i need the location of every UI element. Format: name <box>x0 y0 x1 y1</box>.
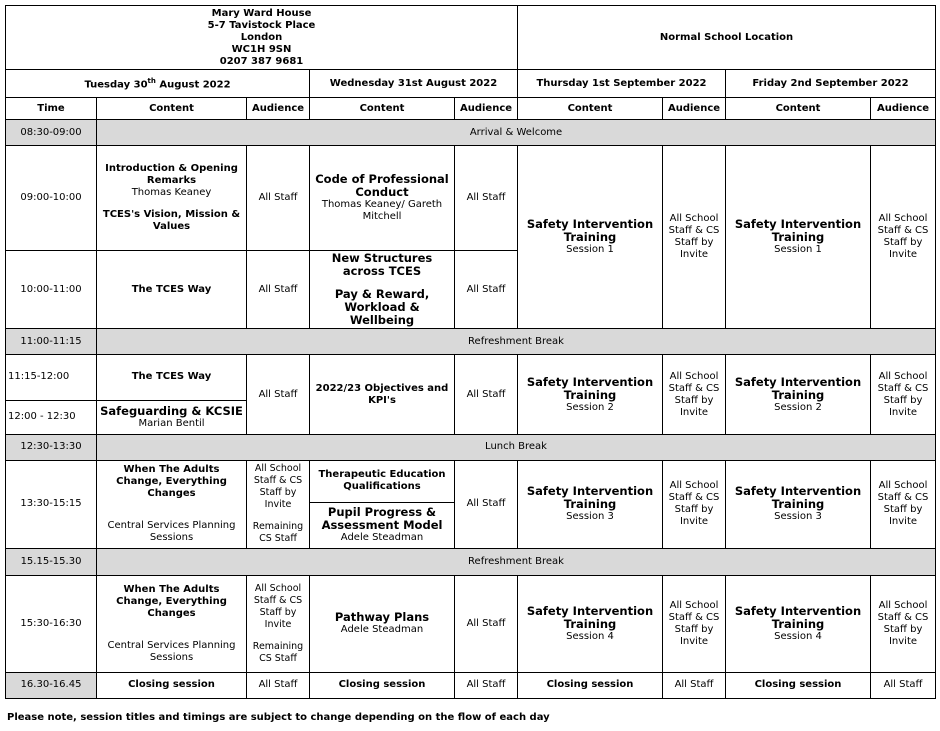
audience-cell: All School Staff & CS Staff by Invite <box>663 460 726 548</box>
tue-adults-session <box>97 460 247 548</box>
thu-safety-session-3 <box>518 460 663 548</box>
session-title: Safety Intervention Training <box>734 603 862 631</box>
tue-intro-session <box>97 146 247 251</box>
fri-safety-session-3 <box>726 460 871 548</box>
session-number: Session 2 <box>566 401 614 413</box>
col-header-audience: Audience <box>455 98 518 120</box>
time-cell: 16.30-16.45 <box>6 672 97 698</box>
audience-cell: All Staff <box>247 355 310 434</box>
wed-structures-session <box>310 251 455 329</box>
audience-cell: All Staff <box>455 146 518 251</box>
audience-cell <box>247 575 310 672</box>
time-cell: 11:00-11:15 <box>6 329 97 355</box>
session-title: Safety Intervention Training <box>526 603 654 631</box>
audience-cell: All School Staff & CS Staff by Invite <box>663 575 726 672</box>
thu-safety-session-1 <box>518 146 663 329</box>
col-header-content: Content <box>726 98 871 120</box>
session-title: Safety Intervention Training <box>526 374 654 402</box>
audience-cell: All School Staff & CS Staff by Invite <box>871 460 936 548</box>
thu-safety-session-2 <box>518 355 663 434</box>
wed-pathway-session <box>310 575 455 672</box>
audience-cell: All Staff <box>247 251 310 329</box>
closing-session-thu: Closing session <box>518 672 663 698</box>
footer-note: Please note, session titles and timings are subject to change depending on the flow of each day <box>7 712 550 723</box>
wed-code-session <box>310 146 455 251</box>
audience-cell: All Staff <box>455 460 518 548</box>
audience-cell: All Staff <box>455 355 518 434</box>
audience-cell: All Staff <box>663 672 726 698</box>
wed-progress-session <box>310 502 455 548</box>
session-title: Code of Professional Conduct <box>315 172 449 200</box>
session-speaker: Thomas Keaney <box>131 187 212 199</box>
session-title: Introduction & Opening Remarks <box>105 163 238 187</box>
time-cell: 12:00 - 12:30 <box>6 400 97 434</box>
break-arrival: Arrival & Welcome <box>97 120 936 146</box>
venue-address <box>6 6 518 70</box>
closing-session-tue: Closing session <box>97 672 247 698</box>
audience-cell: All Staff <box>455 672 518 698</box>
session-title: New Structures across TCES <box>331 251 433 279</box>
closing-session-fri: Closing session <box>726 672 871 698</box>
session-title: When The Adults Change, Everything Changes <box>116 583 227 619</box>
session-title: Safety Intervention Training <box>734 374 862 402</box>
audience-cell: All School Staff & CS Staff by Invite <box>663 355 726 434</box>
session-title: Safety Intervention Training <box>734 217 862 245</box>
session-title: When The Adults Change, Everything Changes <box>116 464 227 500</box>
audience-cell: All Staff <box>871 672 936 698</box>
col-header-content: Content <box>310 98 455 120</box>
closing-session-wed: Closing session <box>310 672 455 698</box>
audience-cell: All Staff <box>247 672 310 698</box>
audience-cell: All School Staff & CS Staff by Invite <box>871 146 936 329</box>
venue-postcode: WC1H 9SN <box>231 43 292 55</box>
session-number: Session 3 <box>774 511 822 523</box>
session-number: Session 2 <box>774 401 822 413</box>
time-cell: 10:00-11:00 <box>6 251 97 329</box>
audience-remaining: Remaining CS Staff <box>252 640 304 664</box>
tue-tces-way-session: The TCES Way <box>97 251 247 329</box>
tue-tces-way-session-2: The TCES Way <box>97 355 247 400</box>
audience-cell: All School Staff & CS Staff by Invite <box>663 146 726 329</box>
time-cell: 09:00-10:00 <box>6 146 97 251</box>
audience-cell: All School Staff & CS Staff by Invite <box>871 575 936 672</box>
audience-cell: All Staff <box>455 575 518 672</box>
normal-location-header: Normal School Location <box>518 6 936 70</box>
audience-cell: All School Staff & CS Staff by Invite <box>871 355 936 434</box>
time-cell: 15:30-16:30 <box>6 575 97 672</box>
break-lunch: Lunch Break <box>97 434 936 460</box>
session-title: Pay & Reward, Workload & Wellbeing <box>334 287 430 328</box>
session-subtitle: Central Services Planning Sessions <box>107 520 236 544</box>
session-speaker: Thomas Keaney/ Gareth Mitchell <box>321 199 443 223</box>
thu-safety-session-4 <box>518 575 663 672</box>
venue-name: Mary Ward House <box>211 7 312 19</box>
session-title: Safeguarding & KCSIE <box>100 403 243 418</box>
venue-street: 5-7 Tavistock Place <box>207 19 316 31</box>
audience-cell: All Staff <box>455 251 518 329</box>
session-speaker: Adele Steadman <box>340 532 424 544</box>
fri-safety-session-1 <box>726 146 871 329</box>
col-header-audience: Audience <box>871 98 936 120</box>
audience-main: All School Staff & CS Staff by Invite <box>253 582 303 630</box>
wed-therapeutic-session: Therapeutic Education Qualifications <box>310 460 455 502</box>
venue-city: London <box>240 31 283 43</box>
day-header-wednesday: Wednesday 31st August 2022 <box>310 70 518 98</box>
time-cell: 08:30-09:00 <box>6 120 97 146</box>
time-cell: 13:30-15:15 <box>6 460 97 548</box>
session-subtitle: Central Services Planning Sessions <box>107 639 236 663</box>
session-title: Pathway Plans <box>334 610 430 625</box>
col-header-content: Content <box>518 98 663 120</box>
col-header-audience: Audience <box>247 98 310 120</box>
session-speaker: Adele Steadman <box>340 624 424 636</box>
break-refreshment: Refreshment Break <box>97 329 936 355</box>
wed-objectives-session: 2022/23 Objectives and KPI's <box>310 355 455 434</box>
col-header-content: Content <box>97 98 247 120</box>
session-title: TCES's Vision, Mission & Values <box>102 209 241 233</box>
audience-remaining: Remaining CS Staff <box>252 521 304 545</box>
fri-safety-session-4 <box>726 575 871 672</box>
session-title: Pupil Progress & Assessment Model <box>321 505 443 533</box>
col-header-audience: Audience <box>663 98 726 120</box>
day-header-tuesday: Tuesday 30th August 2022 <box>6 70 310 98</box>
session-speaker: Marian Bentil <box>138 417 205 429</box>
venue-phone: 0207 387 9681 <box>219 55 304 67</box>
time-cell: 11:15-12:00 <box>6 355 97 400</box>
time-cell: 12:30-13:30 <box>6 434 97 460</box>
session-title: Safety Intervention Training <box>526 217 654 245</box>
session-number: Session 4 <box>774 630 822 642</box>
audience-main: All School Staff & CS Staff by Invite <box>253 463 303 511</box>
session-title: Safety Intervention Training <box>526 484 654 512</box>
time-cell: 15.15-15.30 <box>6 548 97 575</box>
col-header-time: Time <box>6 98 97 120</box>
tue-adults-session-2 <box>97 575 247 672</box>
audience-cell: All Staff <box>247 146 310 251</box>
session-number: Session 1 <box>774 244 822 256</box>
day-header-thursday: Thursday 1st September 2022 <box>518 70 726 98</box>
break-refreshment-2: Refreshment Break <box>97 548 936 575</box>
schedule-table <box>5 5 936 699</box>
tue-safeguarding-session <box>97 400 247 434</box>
audience-cell <box>247 460 310 548</box>
session-number: Session 3 <box>566 511 614 523</box>
session-title: Safety Intervention Training <box>734 484 862 512</box>
session-number: Session 4 <box>566 630 614 642</box>
day-header-friday: Friday 2nd September 2022 <box>726 70 936 98</box>
fri-safety-session-2 <box>726 355 871 434</box>
session-number: Session 1 <box>566 244 614 256</box>
